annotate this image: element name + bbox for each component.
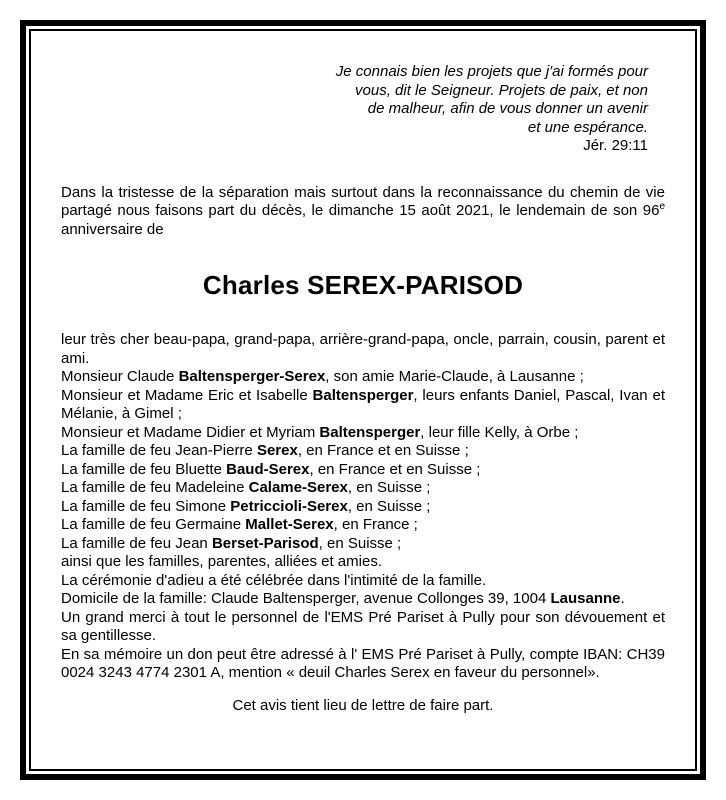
- bold-text-segment: Lausanne: [550, 590, 621, 607]
- epigraph-line: et une espérance.: [527, 118, 648, 136]
- body-paragraph: [61, 368, 665, 387]
- body-paragraph: [61, 572, 665, 591]
- bible-reference: Jér. 29:11: [583, 137, 648, 154]
- body-paragraph: [61, 331, 665, 368]
- bold-text-segment: Petriccioli-Serex: [230, 497, 348, 515]
- body-paragraph: [61, 646, 665, 683]
- text-segment: anniversaire de: [61, 220, 164, 238]
- bold-text-segment: Baltensperger-Serex: [178, 368, 326, 385]
- text-segment: , en Suisse ;: [318, 534, 402, 552]
- text-segment: La famille de feu Madeleine: [61, 479, 249, 496]
- text-segment: , leur fille Kelly, à Orbe ;: [420, 423, 579, 441]
- bold-text-segment: Berset-Parisod: [211, 534, 319, 552]
- text-segment: e: [659, 201, 665, 212]
- bold-text-segment: Calame-Serex: [248, 479, 348, 496]
- bible-quote-lines: [61, 63, 648, 137]
- text-segment: La famille de feu Germaine: [61, 516, 246, 533]
- text-segment: Dans la tristesse de la séparation mais surtout dans la reconnaissance du chemin de vie partagé nous faisons part du décès, le dimanche 15 août 2021, le lendemain de son 96: [61, 183, 665, 219]
- text-segment: Un grand merci à tout le personnel de l'EMS Pré Pariset à Pully pour son dévouement et sa gentillesse.: [61, 608, 665, 644]
- body-paragraph: [61, 498, 665, 517]
- epigraph-line: Je connais bien les projets que j'ai formés pour: [335, 63, 648, 80]
- text-segment: , en France et en Suisse ;: [297, 442, 469, 459]
- text-segment: La famille de feu Jean: [61, 534, 212, 552]
- body-paragraph: [61, 461, 665, 480]
- body-paragraph: [61, 424, 665, 443]
- text-segment: En sa mémoire un don peut être adressé à l' EMS Pré Pariset à Pully, compte IBAN: CH39 0024 3243 4774 2301 A, mention « deuil Charles Serex en faveur du personnel».: [61, 645, 665, 681]
- footer-note: Cet avis tient lieu de lettre de faire part.: [232, 696, 494, 714]
- text-segment: La famille de feu Simone: [61, 497, 231, 515]
- text-segment: , en Suisse ;: [347, 479, 431, 496]
- body-paragraph: [61, 387, 665, 424]
- obituary-content: [61, 63, 665, 715]
- body-paragraphs: [61, 331, 665, 683]
- text-segment: La cérémonie d'adieu a été célébrée dans l'intimité de la famille.: [61, 571, 487, 589]
- body-paragraph: [61, 516, 665, 535]
- text-segment: , en Suisse ;: [347, 497, 431, 515]
- body-paragraph: [61, 479, 665, 498]
- outer-border-frame: [20, 20, 706, 780]
- text-segment: Domicile de la famille: Claude Baltensperger, avenue Collonges 39, 1004: [61, 590, 551, 607]
- text-segment: , en France ;: [333, 516, 418, 533]
- deceased-name: Charles SEREX-PARISOD: [202, 270, 524, 300]
- epigraph-line: de malheur, afin de vous donner un avenir: [367, 100, 648, 117]
- bold-text-segment: Serex: [256, 442, 298, 459]
- text-segment: Monsieur et Madame Eric et Isabelle: [61, 386, 313, 404]
- body-paragraph: [61, 442, 665, 461]
- body-paragraph: [61, 553, 665, 572]
- bold-text-segment: Baud-Serex: [226, 460, 310, 478]
- inner-border-frame: [29, 29, 697, 771]
- text-segment: La famille de feu Jean-Pierre: [61, 442, 257, 459]
- text-segment: ainsi que les familles, parentes, alliées et amies.: [61, 553, 382, 570]
- text-segment: .: [620, 590, 625, 607]
- body-paragraph: [61, 609, 665, 646]
- bold-text-segment: Baltensperger: [319, 423, 421, 441]
- text-segment: leur très cher beau-papa, grand-papa, arrière-grand-papa, oncle, parrain, cousin, parent et ami.: [61, 331, 665, 367]
- text-segment: Monsieur et Madame Didier et Myriam: [61, 423, 320, 441]
- text-segment: Monsieur Claude: [61, 368, 179, 385]
- intro-paragraph: [61, 184, 665, 240]
- text-segment: , son amie Marie-Claude, à Lausanne ;: [325, 368, 584, 385]
- epigraph-line: vous, dit le Seigneur. Projets de paix, et non: [355, 81, 648, 99]
- body-paragraph: [61, 535, 665, 554]
- bold-text-segment: Mallet-Serex: [245, 516, 334, 533]
- text-segment: , en France et en Suisse ;: [309, 460, 481, 478]
- bold-text-segment: Baltensperger: [312, 386, 414, 404]
- bible-quote: [61, 63, 665, 156]
- text-segment: La famille de feu Bluette: [61, 460, 227, 478]
- text-segment: , leurs enfants Daniel, Pascal, Ivan et Mélanie, à Gimel ;: [61, 386, 665, 422]
- body-paragraph: [61, 590, 665, 609]
